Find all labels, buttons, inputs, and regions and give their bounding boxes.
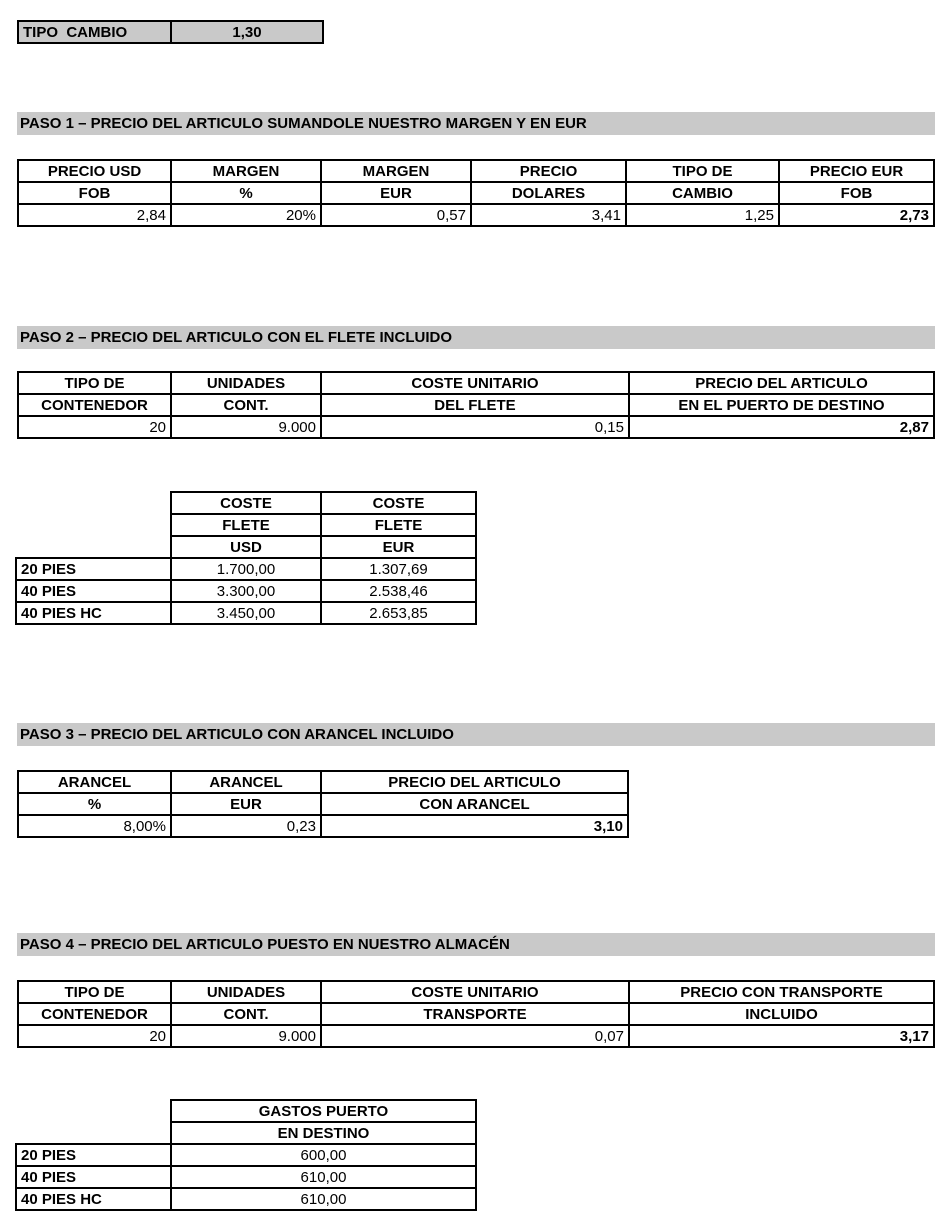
header-cell: EUR [321, 536, 476, 558]
step3-title-bar: PASO 3 – PRECIO DEL ARTICULO CON ARANCEL INCLUIDO [17, 723, 935, 746]
value-cell: 1.700,00 [171, 558, 321, 580]
header-cell: % [171, 182, 321, 204]
header-cell: ARANCEL [171, 771, 321, 793]
value-cell: 610,00 [171, 1166, 476, 1188]
header-cell: FLETE [171, 514, 321, 536]
step2-value-row [18, 416, 934, 438]
header-cell: CAMBIO [626, 182, 779, 204]
header-cell: TIPO DE [626, 160, 779, 182]
header-cell: TIPO DE [18, 372, 171, 394]
blank-cell [16, 492, 171, 514]
value-cell: 0,23 [171, 815, 321, 837]
row-label-cell: 20 PIES [16, 558, 171, 580]
step4-table [17, 980, 935, 1048]
step4-title-bar: PASO 4 – PRECIO DEL ARTICULO PUESTO EN NUESTRO ALMACÉN [17, 933, 935, 956]
header-cell: CONTENEDOR [18, 1003, 171, 1025]
value-cell: 2,84 [18, 204, 171, 226]
row-label-cell: 40 PIES HC [16, 602, 171, 624]
port-header-row-2 [16, 1122, 476, 1144]
row-label-cell: 40 PIES [16, 1166, 171, 1188]
header-cell: CONTENEDOR [18, 394, 171, 416]
step4-value-row [18, 1025, 934, 1047]
value-cell: 3,41 [471, 204, 626, 226]
value-cell: 0,07 [321, 1025, 629, 1047]
freight-cost-table [15, 491, 477, 625]
value-cell: 2.538,46 [321, 580, 476, 602]
header-cell: PRECIO EUR [779, 160, 934, 182]
freight-header-row-2 [16, 514, 476, 536]
value-cell: 8,00% [18, 815, 171, 837]
exchange-rate-value: 1,30 [171, 21, 323, 43]
header-cell: MARGEN [321, 160, 471, 182]
step1-header-row-2 [18, 182, 934, 204]
port-row [16, 1144, 476, 1166]
header-cell: ARANCEL [18, 771, 171, 793]
port-charges-table [15, 1099, 477, 1211]
header-cell: PRECIO [471, 160, 626, 182]
header-cell: EUR [321, 182, 471, 204]
step2-header-row-2 [18, 394, 934, 416]
value-cell: 0,15 [321, 416, 629, 438]
freight-header-row-1 [16, 492, 476, 514]
header-cell: COSTE UNITARIO [321, 981, 629, 1003]
port-row [16, 1166, 476, 1188]
header-cell: DEL FLETE [321, 394, 629, 416]
result-cell: 3,10 [321, 815, 628, 837]
blank-cell [16, 1122, 171, 1144]
value-cell: 9.000 [171, 1025, 321, 1047]
header-cell: COSTE UNITARIO [321, 372, 629, 394]
row-label-cell: 20 PIES [16, 1144, 171, 1166]
exchange-rate-label: TIPO CAMBIO [18, 21, 171, 43]
header-cell: CONT. [171, 1003, 321, 1025]
header-cell: DOLARES [471, 182, 626, 204]
header-cell: EN EL PUERTO DE DESTINO [629, 394, 934, 416]
header-cell: TRANSPORTE [321, 1003, 629, 1025]
blank-cell [16, 514, 171, 536]
step1-value-row [18, 204, 934, 226]
value-cell: 0,57 [321, 204, 471, 226]
header-cell: PRECIO USD [18, 160, 171, 182]
header-cell: INCLUIDO [629, 1003, 934, 1025]
header-cell: EN DESTINO [171, 1122, 476, 1144]
value-cell: 20% [171, 204, 321, 226]
header-cell: TIPO DE [18, 981, 171, 1003]
result-cell: 3,17 [629, 1025, 934, 1047]
row-label-cell: 40 PIES HC [16, 1188, 171, 1210]
step2-table [17, 371, 935, 439]
value-cell: 20 [18, 416, 171, 438]
header-cell: FOB [18, 182, 171, 204]
step4-header-row-2 [18, 1003, 934, 1025]
blank-cell [16, 1100, 171, 1122]
step3-table [17, 770, 629, 838]
row-label-cell: 40 PIES [16, 580, 171, 602]
header-cell: USD [171, 536, 321, 558]
value-cell: 600,00 [171, 1144, 476, 1166]
step3-value-row [18, 815, 628, 837]
value-cell: 610,00 [171, 1188, 476, 1210]
result-cell: 2,87 [629, 416, 934, 438]
step2-header-row-1 [18, 372, 934, 394]
value-cell: 2.653,85 [321, 602, 476, 624]
header-cell: EUR [171, 793, 321, 815]
step1-table [17, 159, 935, 227]
header-cell: PRECIO DEL ARTICULO [629, 372, 934, 394]
freight-header-row-3 [16, 536, 476, 558]
step3-header-row-1 [18, 771, 628, 793]
step2-title-bar: PASO 2 – PRECIO DEL ARTICULO CON EL FLETE INCLUIDO [17, 326, 935, 349]
header-cell: CON ARANCEL [321, 793, 628, 815]
header-cell: GASTOS PUERTO [171, 1100, 476, 1122]
result-cell: 2,73 [779, 204, 934, 226]
value-cell: 1.307,69 [321, 558, 476, 580]
value-cell: 3.450,00 [171, 602, 321, 624]
step1-title-bar: PASO 1 – PRECIO DEL ARTICULO SUMANDOLE NUESTRO MARGEN Y EN EUR [17, 112, 935, 135]
header-cell: UNIDADES [171, 372, 321, 394]
step1-header-row-1 [18, 160, 934, 182]
port-row [16, 1188, 476, 1210]
header-cell: MARGEN [171, 160, 321, 182]
freight-row [16, 602, 476, 624]
step4-header-row-1 [18, 981, 934, 1003]
freight-row [16, 580, 476, 602]
value-cell: 9.000 [171, 416, 321, 438]
header-cell: FOB [779, 182, 934, 204]
header-cell: % [18, 793, 171, 815]
blank-cell [16, 536, 171, 558]
value-cell: 1,25 [626, 204, 779, 226]
value-cell: 20 [18, 1025, 171, 1047]
freight-row [16, 558, 476, 580]
header-cell: FLETE [321, 514, 476, 536]
header-cell: CONT. [171, 394, 321, 416]
header-cell: UNIDADES [171, 981, 321, 1003]
port-header-row-1 [16, 1100, 476, 1122]
header-cell: PRECIO DEL ARTICULO [321, 771, 628, 793]
header-cell: COSTE [321, 492, 476, 514]
header-cell: COSTE [171, 492, 321, 514]
value-cell: 3.300,00 [171, 580, 321, 602]
exchange-rate-table [17, 20, 324, 44]
step3-header-row-2 [18, 793, 628, 815]
header-cell: PRECIO CON TRANSPORTE [629, 981, 934, 1003]
